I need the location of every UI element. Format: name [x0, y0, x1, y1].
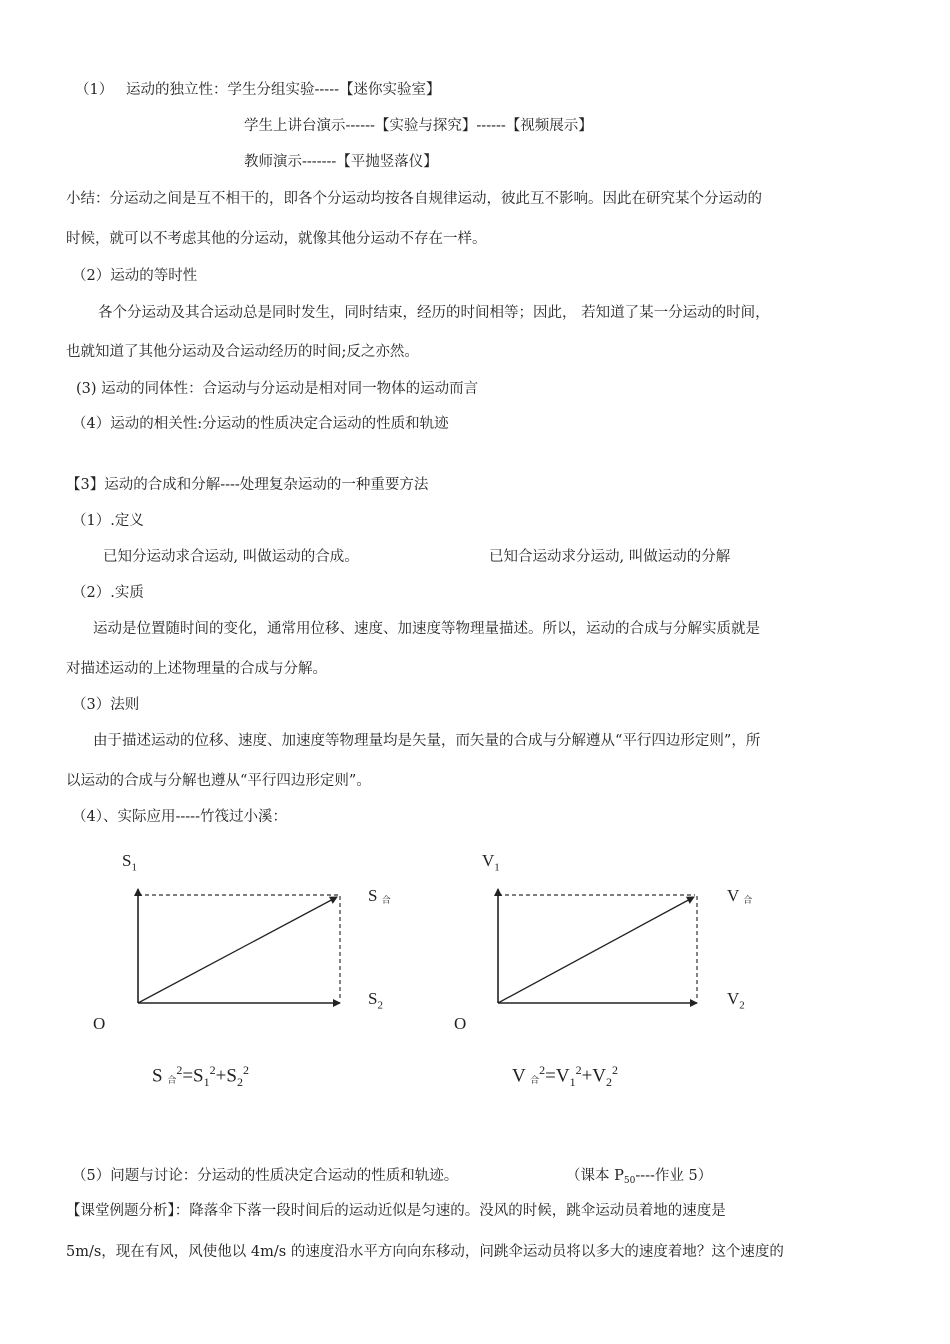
- velocity-formula: V 合$^2=V_1^2+V_2^2$: [512, 1063, 619, 1090]
- example-line-2: 5m/s，现在有风，风使他以 4m/s 的速度沿水平方向向东移动，问跳伞运动员将以多大的速度着地？这个速度的: [66, 1244, 784, 1260]
- s-resultant-label: S 合: [368, 886, 391, 905]
- item-2-para-2: 也就知道了其他分运动及合运动经历的时间;反之亦然。: [66, 344, 419, 360]
- section-3-title: 【3】运动的合成和分解----处理复杂运动的一种重要方法: [66, 477, 429, 493]
- summary-line-1: 小结：分运动之间是互不相干的，即各个分运动均按各自规律运动，彼此互不影响。因此在研究某个分运动的: [66, 191, 762, 207]
- v2-label: $V_2$: [727, 989, 745, 1012]
- origin-label: O: [93, 1014, 106, 1033]
- s1-label: $S_1$: [122, 851, 137, 874]
- item-2-para-1: 各个分运动及其合运动总是同时发生，同时结束，经历的时间相等；因此， 若知道了某一分运动的时间，: [98, 305, 770, 321]
- item-4-correlation: （4）运动的相关性:分运动的性质决定合运动的性质和轨迹: [72, 416, 449, 432]
- definition-synthesis: 已知分运动求合运动, 叫做运动的合成。: [103, 549, 359, 565]
- rule-para-1: 由于描述运动的位移、速度、加速度等物理量均是矢量，而矢量的合成与分解遵从“平行四边形定则”，所: [93, 733, 761, 749]
- item-2-title: （2）运动的等时性: [72, 268, 198, 284]
- origin-label: O: [454, 1014, 467, 1033]
- essence-title: （2）.实质: [72, 585, 144, 601]
- v1-label: $V_1$: [482, 851, 500, 874]
- displacement-formula: S 合$^2=S_1^2+S_2^2$: [152, 1063, 249, 1090]
- example-line-1: 【课堂例题分析】：降落伞下落一段时间后的运动近似是匀速的。没风的时候，跳伞运动员着地的速度是: [66, 1203, 726, 1219]
- teacher-demo-line: 教师演示-------【平抛竖落仪】: [244, 154, 438, 170]
- summary-line-2: 时候，就可以不考虑其他的分运动，就像其他分运动不存在一样。: [66, 231, 487, 247]
- discussion-question: （5）问题与讨论：分运动的性质决定合运动的性质和轨迹。: [72, 1168, 459, 1184]
- item-1-number: （1）: [75, 82, 114, 98]
- definition-decomposition: 已知合运动求分运动, 叫做运动的分解: [489, 549, 731, 565]
- rule-para-2: 以运动的合成与分解也遵从“平行四边形定则”。: [66, 773, 371, 789]
- essence-para-1: 运动是位置随时间的变化，通常用位移、速度、加速度等物理量描述。所以，运动的合成与分解实质就是: [93, 621, 760, 637]
- s-resultant-arrow: [138, 897, 337, 1003]
- item-1-independence: 运动的独立性：学生分组实验-----【迷你实验室】: [126, 82, 441, 98]
- s2-label: $S_2$: [368, 989, 383, 1012]
- v-resultant-arrow: [498, 897, 694, 1003]
- rule-title: （3）法则: [72, 697, 140, 713]
- item-3-same-body: (3) 运动的同体性：合运动与分运动是相对同一物体的运动而言: [76, 381, 479, 397]
- definition-title: （1）.定义: [72, 513, 144, 529]
- textbook-reference: （课本 $P_{50}----$作业 5）: [566, 1168, 713, 1186]
- v-resultant-label: V 合: [727, 886, 753, 905]
- student-demo-line: 学生上讲台演示------【实验与探究】------【视频展示】: [244, 118, 593, 134]
- application-title: （4）、实际应用-----竹筏过小溪：: [72, 809, 287, 825]
- essence-para-2: 对描述运动的上述物理量的合成与分解。: [66, 661, 327, 677]
